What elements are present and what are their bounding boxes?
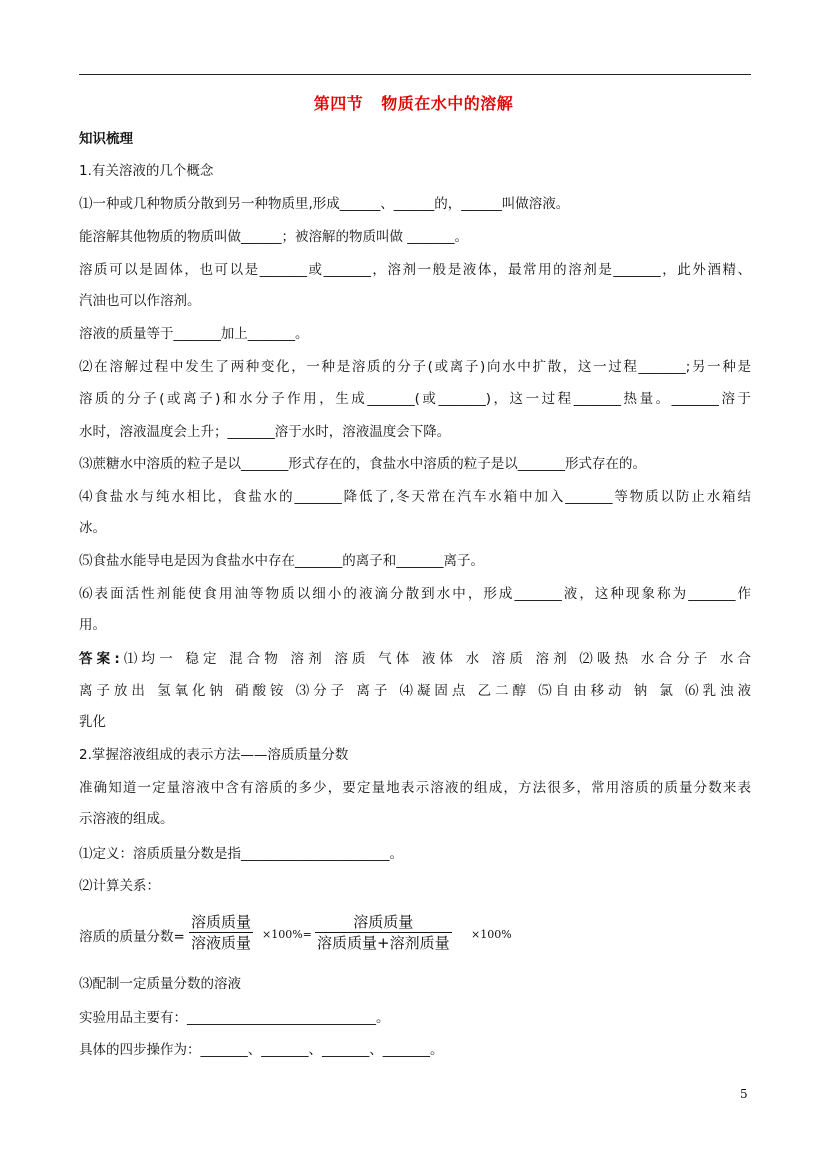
text-line: ⑶配制一定质量分数的溶液 xyxy=(79,976,241,992)
page-number: 5 xyxy=(740,1087,748,1101)
text-line: ⑵在溶解过程中发生了两种变化，一种是溶质的分子(或离子)向水中扩散，这一过程_______;另一种是 xyxy=(79,359,751,375)
text-line: 具体的四步操作为：_______、_______、_______、_______。 xyxy=(79,1042,444,1058)
text-line: 1.有关溶液的几个概念 xyxy=(79,163,214,179)
text-line: ⑸食盐水能导电是因为食盐水中存在_______的离子和_______离子。 xyxy=(79,553,484,569)
text-line: ⑷食盐水与纯水相比，食盐水的_______降低了,冬天常在汽车水箱中加入_______等物质以防止水箱结 xyxy=(79,489,751,505)
text-line: 溶液的质量等于_______加上_______。 xyxy=(79,326,309,342)
section-heading: 知识梳理 xyxy=(79,131,133,147)
fraction-1-numerator: 溶质质量 xyxy=(191,913,252,931)
text-line: 水时，溶液温度会上升；_______溶于水时，溶液温度会下降。 xyxy=(79,424,451,440)
fraction-1 xyxy=(189,912,253,953)
answer-text: ⑴均一 稳定 混合物 溶剂 溶质 气体 液体 水 溶质 溶剂 ⑵吸热 水合分子 水合 xyxy=(119,651,751,667)
text-line: ⑵计算关系： xyxy=(79,878,160,894)
text-line: 示溶液的组成。 xyxy=(79,811,174,827)
text-line: 能溶解其他物质的物质叫做______；被溶解的物质叫做 _______。 xyxy=(79,229,469,245)
section-number: 第四节 xyxy=(313,94,364,113)
answer-line: 离子放出 氢氧化钠 硝酸铵 ⑶分子 离子 ⑷凝固点 乙二醇 ⑸自由移动 钠 氯 ⑹乳浊液 xyxy=(79,683,751,699)
answer-label: 答案: xyxy=(79,651,120,667)
text-line: ⑴一种或几种物质分散到另一种物质里,形成______、______的，______叫做溶液。 xyxy=(79,196,570,212)
fraction-2 xyxy=(315,912,452,953)
text-line: ⑶蔗糖水中溶质的粒子是以_______形式存在的，食盐水中溶质的粒子是以_______形式存在的。 xyxy=(79,456,646,472)
text-line: 汽油也可以作溶剂。 xyxy=(79,293,201,309)
formula-multiplier-2: ×100% xyxy=(471,928,512,941)
formula-multiplier-1: ×100%= xyxy=(262,928,312,941)
mass-fraction-formula xyxy=(79,910,579,958)
text-line: 溶质的分子(或离子)和水分子作用，生成_______(或_______)，这一过程_______热量。_______溶于 xyxy=(79,391,751,407)
text-line: 2.掌握溶液组成的表示方法——溶质质量分数 xyxy=(79,747,349,763)
text-line: 用。 xyxy=(79,617,106,633)
text-line: 溶质可以是固体，也可以是_______或_______，溶剂一般是液体，最常用的溶剂是_______，此外酒精、 xyxy=(79,262,751,278)
formula-lhs: 溶质的质量分数= xyxy=(79,929,185,945)
text-line: 冰。 xyxy=(79,520,106,536)
answer-line xyxy=(79,650,751,668)
fraction-2-denominator: 溶质质量+溶剂质量 xyxy=(317,934,450,952)
text-line: 实验用品主要有：____________________________。 xyxy=(79,1010,390,1026)
section-name: 物质在水中的溶解 xyxy=(381,94,514,113)
answer-line: 乳化 xyxy=(79,714,106,730)
text-line: ⑴定义：溶质质量分数是指______________________。 xyxy=(79,846,403,862)
header-rule xyxy=(79,74,751,75)
page-title xyxy=(0,91,827,114)
text-line: ⑹表面活性剂能使食用油等物质以细小的液滴分散到水中，形成_______液，这种现象称为_______作 xyxy=(79,586,751,602)
fraction-1-denominator: 溶液质量 xyxy=(191,934,252,952)
fraction-2-numerator: 溶质质量 xyxy=(353,913,414,931)
text-line: 准确知道一定量溶液中含有溶质的多少，要定量地表示溶液的组成，方法很多，常用溶质的质量分数来表 xyxy=(79,780,751,796)
